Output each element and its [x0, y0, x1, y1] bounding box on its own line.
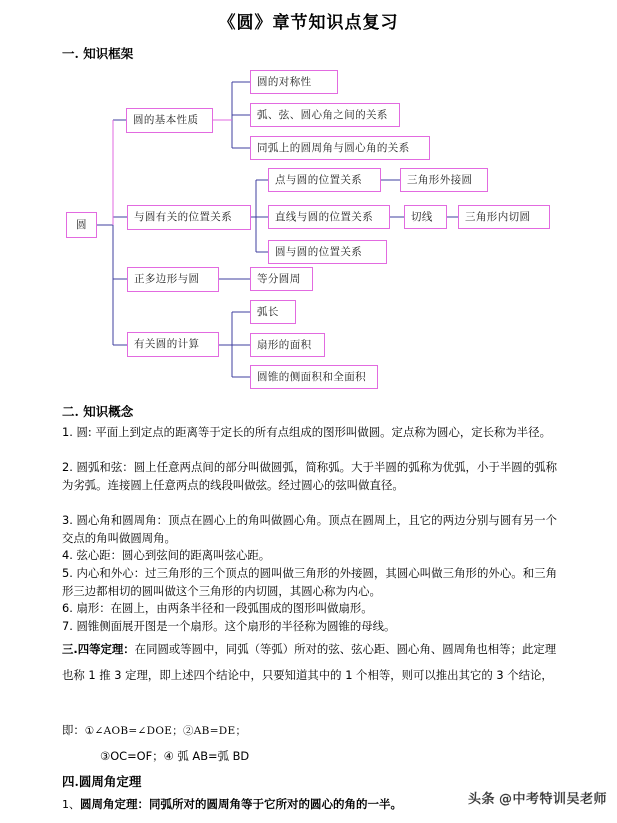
section-heading-theorem-four: 三.四等定理： [62, 642, 135, 656]
mindmap-node-label: 点与圆的位置关系 [275, 173, 363, 186]
concept-item-2: 2. 圆弧和弦：圆上任意两点间的部分叫做圆弧，简称弧。大于半圆的弧称为优弧，小于半圆的弧称为劣弧。连接圆上任意两点的线段叫做弦。经过圆心的弦叫做直径。 [62, 460, 557, 492]
mindmap-node-label: 等分圆周 [257, 272, 301, 285]
mindmap-node-label: 正多边形与圆 [134, 273, 200, 286]
mindmap-node-calculations[interactable] [127, 332, 219, 357]
theorem-four-block [62, 636, 562, 688]
concept-item-5: 5. 内心和外心：过三角形的三个顶点的圆叫做三角形的外接圆，其圆心叫做三角形的外心。和三角形三边都相切的圆叫做这个三角形的内切圆，其圆心称为内心。 [62, 566, 557, 598]
section-heading-concepts: 二. 知识概念 [62, 404, 134, 419]
mindmap-node-label: 直线与圆的位置关系 [275, 210, 374, 223]
mindmap-node-label: 同弧上的圆周角与圆心角的关系 [257, 141, 410, 154]
mindmap-node-equal-division[interactable] [250, 267, 313, 291]
mindmap-node-label: 扇形的面积 [257, 338, 312, 351]
concept-item-7: 7. 圆锥侧面展开图是一个扇形。这个扇形的半径称为圆锥的母线。 [62, 619, 396, 633]
inscribed-angle-item-1 [62, 796, 402, 812]
theorem-formula-line-1 [62, 722, 246, 738]
mindmap-node-inscribed-circle[interactable] [458, 205, 550, 229]
concept-item-4: 4. 弦心距：圆心到弦间的距离叫弦心距。 [62, 548, 271, 562]
mindmap-node-arc-length[interactable] [250, 300, 296, 324]
concept-item-3: 3. 圆心角和圆周角：顶点在圆心上的角叫做圆心角。顶点在圆周上，且它的两边分别与圆有另一个交点的角叫做圆周角。 [62, 513, 557, 545]
mindmap-node-circumscribed-circle[interactable] [400, 168, 488, 192]
mindmap-node-label: 圆 [76, 218, 87, 231]
section-heading-inscribed-angle: 四.圆周角定理 [62, 774, 142, 789]
mindmap-node-symmetry[interactable] [250, 70, 338, 94]
knowledge-framework-diagram [0, 60, 617, 400]
mindmap-node-label: 有关圆的计算 [134, 338, 200, 351]
mindmap-node-label: 圆的基本性质 [133, 114, 199, 127]
mindmap-node-regular-polygon[interactable] [127, 267, 219, 292]
concept-item-1: 1. 圆: 平面上到定点的距离等于定长的所有点组成的图形叫做圆。定点称为圆心，定长称为半径。 [62, 425, 551, 439]
item-bold-text: 圆周角定理：同弧所对的圆周角等于它所对的圆心的角的一半。 [80, 797, 402, 811]
watermark-handle-text: 中考特训吴老师 [512, 792, 607, 807]
watermark-platform: 头条 [467, 792, 495, 807]
mindmap-node-root[interactable] [66, 212, 97, 238]
mindmap-node-label: 圆的对称性 [257, 75, 312, 88]
mindmap-node-label: 圆锥的侧面积和全面积 [257, 370, 366, 383]
mindmap-node-label: 三角形外接圆 [407, 173, 473, 186]
mindmap-node-label: 圆与圆的位置关系 [275, 245, 363, 258]
mindmap-node-line-circle[interactable] [268, 205, 390, 229]
theorem-formula-line-2: ③OC=OF；④ 弧 AB=弧 BD [100, 749, 250, 763]
item-number: 1、 [62, 798, 80, 811]
theorem-four-body: 在同圆或等圆中，同弧（等弧）所对的弦、弦心距、圆心角、圆周角也相等；此定理也称 1 推 3 定理，即上述四个结论中，只要知道其中的 1 个相等，则可以推出其它的 3 个结论， [62, 642, 557, 682]
mindmap-node-label: 弧、弦、圆心角之间的关系 [257, 108, 388, 121]
mindmap-node-tangent[interactable] [404, 205, 447, 229]
mindmap-node-label: 三角形内切圆 [465, 210, 531, 223]
formula-content-1: ①∠AOB=∠DOE；②AB=DE； [84, 725, 247, 737]
page-title: 《圆》章节知识点复习 [218, 13, 399, 33]
mindmap-node-position-relations[interactable] [127, 205, 251, 230]
mindmap-node-sector-area[interactable] [250, 333, 325, 357]
concept-item-6: 6. 扇形：在圆上，由两条半径和一段弧围成的图形叫做扇形。 [62, 601, 373, 615]
mindmap-node-point-circle[interactable] [268, 168, 381, 192]
at-sign-icon: @ [498, 792, 513, 807]
mindmap-node-arc-chord-centralangle[interactable] [250, 103, 400, 127]
mindmap-node-label: 弧长 [257, 305, 279, 318]
mindmap-node-inscribed-central-angle[interactable] [250, 136, 430, 160]
watermark [468, 788, 607, 807]
mindmap-node-basic-properties[interactable] [126, 108, 213, 133]
mindmap-node-label: 与圆有关的位置关系 [134, 211, 233, 224]
formula-prefix: 即： [62, 723, 85, 737]
mindmap-node-circle-circle[interactable] [268, 240, 387, 264]
section-heading-framework: 一. 知识框架 [62, 46, 134, 61]
mindmap-node-cone-area[interactable] [250, 365, 378, 389]
mindmap-node-label: 切线 [411, 210, 433, 223]
